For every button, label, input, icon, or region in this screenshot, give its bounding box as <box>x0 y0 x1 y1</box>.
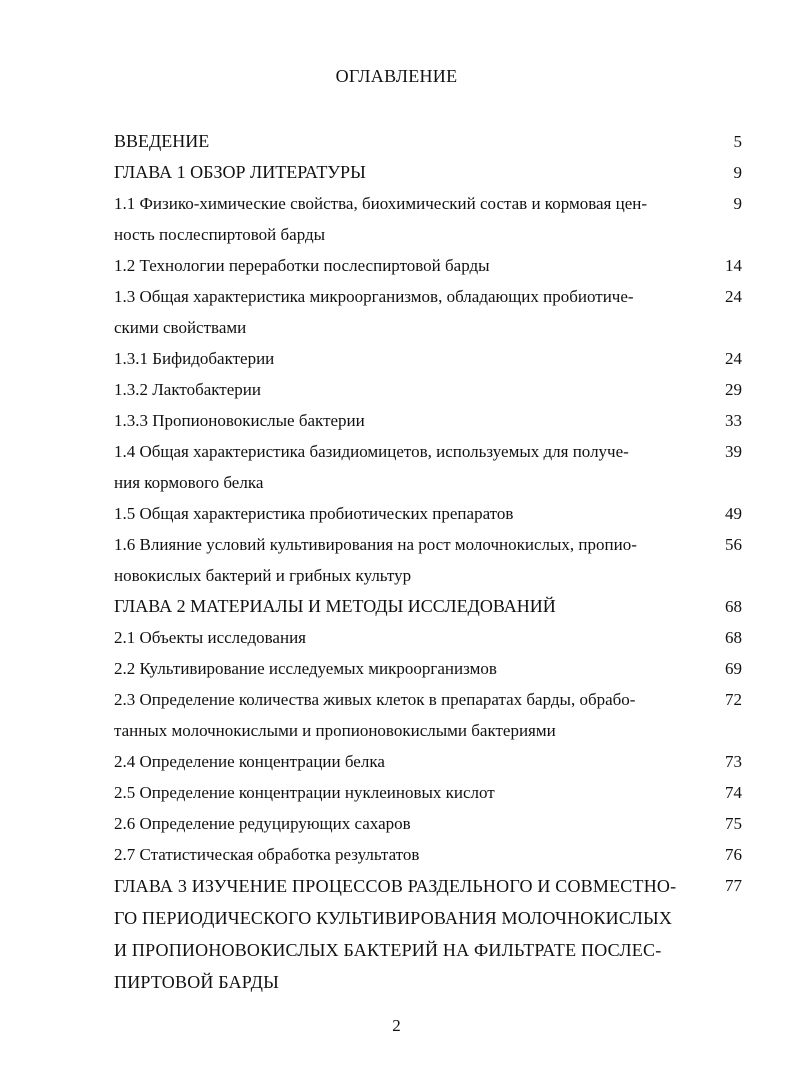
toc-entry-page: 72 <box>725 690 742 709</box>
toc-entry[interactable] <box>114 529 742 591</box>
toc-entry-title <box>114 281 708 343</box>
toc-entry-line: 2.1 Объекты исследования <box>114 628 306 647</box>
toc-entry-page: 24 <box>725 349 742 368</box>
toc-entry[interactable] <box>114 622 742 653</box>
toc-entry-line: 1.3.2 Лактобактерии <box>114 380 261 399</box>
toc-entry-title <box>114 343 708 374</box>
toc-entry-title <box>114 777 708 808</box>
toc-entry-title <box>114 870 708 998</box>
toc-entry-line: ПИРТОВОЙ БАРДЫ <box>114 972 280 992</box>
toc-entry-page: 69 <box>725 659 742 678</box>
toc-entry-title <box>114 591 708 622</box>
toc-entry-title <box>114 746 708 777</box>
toc-entry[interactable] <box>114 405 742 436</box>
toc-entry[interactable] <box>114 188 742 250</box>
toc-entry[interactable] <box>114 653 742 684</box>
toc-entry[interactable] <box>114 684 742 746</box>
toc-entry-page: 33 <box>725 411 742 430</box>
toc-entry[interactable] <box>114 498 742 529</box>
toc-entry-page: 5 <box>733 132 742 151</box>
toc-entry-page: 56 <box>725 535 742 554</box>
toc-entry-line: ГЛАВА 2 МАТЕРИАЛЫ И МЕТОДЫ ИССЛЕДОВАНИЙ <box>114 596 556 616</box>
toc-entry-line: 1.3.1 Бифидобактерии <box>114 349 275 368</box>
toc-entry-page: 39 <box>725 442 742 461</box>
toc-entry-title <box>114 250 708 281</box>
toc-entry-title <box>114 622 708 653</box>
toc-title: ОГЛАВЛЕНИЕ <box>335 66 458 86</box>
toc-entry-line: 1.3.3 Пропионовокислые бактерии <box>114 411 365 430</box>
toc-entry-line: ГЛАВА 1 ОБЗОР ЛИТЕРАТУРЫ <box>114 162 366 182</box>
toc-entry-line: 2.6 Определение редуцирующих сахаров <box>114 814 411 833</box>
toc-entry[interactable] <box>114 281 742 343</box>
toc-entry[interactable] <box>114 436 742 498</box>
toc-entry[interactable] <box>114 777 742 808</box>
toc-entry-page: 68 <box>725 628 742 647</box>
toc-entry-line: 2.3 Определение количества живых клеток в препаратах барды, обрабо- <box>114 690 636 709</box>
toc-entry-title <box>114 405 708 436</box>
toc-entry-line: 2.2 Культивирование исследуемых микроорганизмов <box>114 659 497 678</box>
toc-entry[interactable] <box>114 343 742 374</box>
toc-entry-title <box>114 126 708 157</box>
toc-entry-title <box>114 436 708 498</box>
toc-entry-line: 1.2 Технологии переработки послеспиртовой барды <box>114 256 490 275</box>
toc-entry[interactable] <box>114 870 742 998</box>
toc-entry-line: 1.6 Влияние условий культивирования на рост молочнокислых, пропио- <box>114 535 637 554</box>
toc-entry-title <box>114 374 708 405</box>
toc-entry-page: 75 <box>725 814 742 833</box>
page-number: 2 <box>392 1016 401 1035</box>
toc-entry-title <box>114 808 708 839</box>
toc-entry-line: 2.7 Статистическая обработка результатов <box>114 845 420 864</box>
toc-entry-page: 9 <box>733 163 742 182</box>
toc-entry-title <box>114 157 708 188</box>
toc-entry-title <box>114 498 708 529</box>
toc-entry-line: скими свойствами <box>114 318 247 337</box>
toc-entry-line: ГО ПЕРИОДИЧЕСКОГО КУЛЬТИВИРОВАНИЯ МОЛОЧНОКИСЛЫХ <box>114 908 673 928</box>
toc-entry[interactable] <box>114 839 742 870</box>
toc-entry-title <box>114 839 708 870</box>
toc-entry-page: 77 <box>725 876 742 895</box>
toc-entry-page: 49 <box>725 504 742 523</box>
toc-entry-line: ния кормового белка <box>114 473 264 492</box>
toc-entry-page: 9 <box>733 194 742 213</box>
table-of-contents <box>114 126 742 998</box>
toc-entry-line: ГЛАВА 3 ИЗУЧЕНИЕ ПРОЦЕССОВ РАЗДЕЛЬНОГО И СОВМЕСТНО- <box>114 876 677 896</box>
toc-entry-page: 73 <box>725 752 742 771</box>
toc-entry-page: 14 <box>725 256 742 275</box>
toc-entry-line: новокислых бактерий и грибных культур <box>114 566 412 585</box>
toc-entry-line: 2.5 Определение концентрации нуклеиновых кислот <box>114 783 495 802</box>
toc-entry-title <box>114 684 708 746</box>
toc-entry-line: ВВЕДЕНИЕ <box>114 131 210 151</box>
toc-entry-line: 1.5 Общая характеристика пробиотических препаратов <box>114 504 514 523</box>
toc-entry-page: 29 <box>725 380 742 399</box>
toc-entry-page: 24 <box>725 287 742 306</box>
toc-entry-title <box>114 529 708 591</box>
toc-entry[interactable] <box>114 126 742 157</box>
toc-entry[interactable] <box>114 374 742 405</box>
toc-entry-line: 1.4 Общая характеристика базидиомицетов, используемых для получе- <box>114 442 629 461</box>
toc-entry-page: 76 <box>725 845 742 864</box>
toc-entry-title <box>114 653 708 684</box>
toc-entry-line: ность послеспиртовой барды <box>114 225 326 244</box>
toc-entry-page: 74 <box>725 783 742 802</box>
toc-entry-line: 1.3 Общая характеристика микроорганизмов, обладающих пробиотиче- <box>114 287 634 306</box>
toc-entry-line: 1.1 Физико-химические свойства, биохимический состав и кормовая цен- <box>114 194 648 213</box>
toc-entry[interactable] <box>114 591 742 622</box>
toc-entry-title <box>114 188 708 250</box>
toc-entry[interactable] <box>114 157 742 188</box>
toc-entry-line: И ПРОПИОНОВОКИСЛЫХ БАКТЕРИЙ НА ФИЛЬТРАТЕ ПОСЛЕС- <box>114 940 662 960</box>
toc-entry-line: 2.4 Определение концентрации белка <box>114 752 385 771</box>
toc-entry-page: 68 <box>725 597 742 616</box>
toc-entry[interactable] <box>114 746 742 777</box>
toc-entry-line: танных молочнокислыми и пропионовокислыми бактериями <box>114 721 556 740</box>
toc-entry[interactable] <box>114 250 742 281</box>
toc-entry[interactable] <box>114 808 742 839</box>
